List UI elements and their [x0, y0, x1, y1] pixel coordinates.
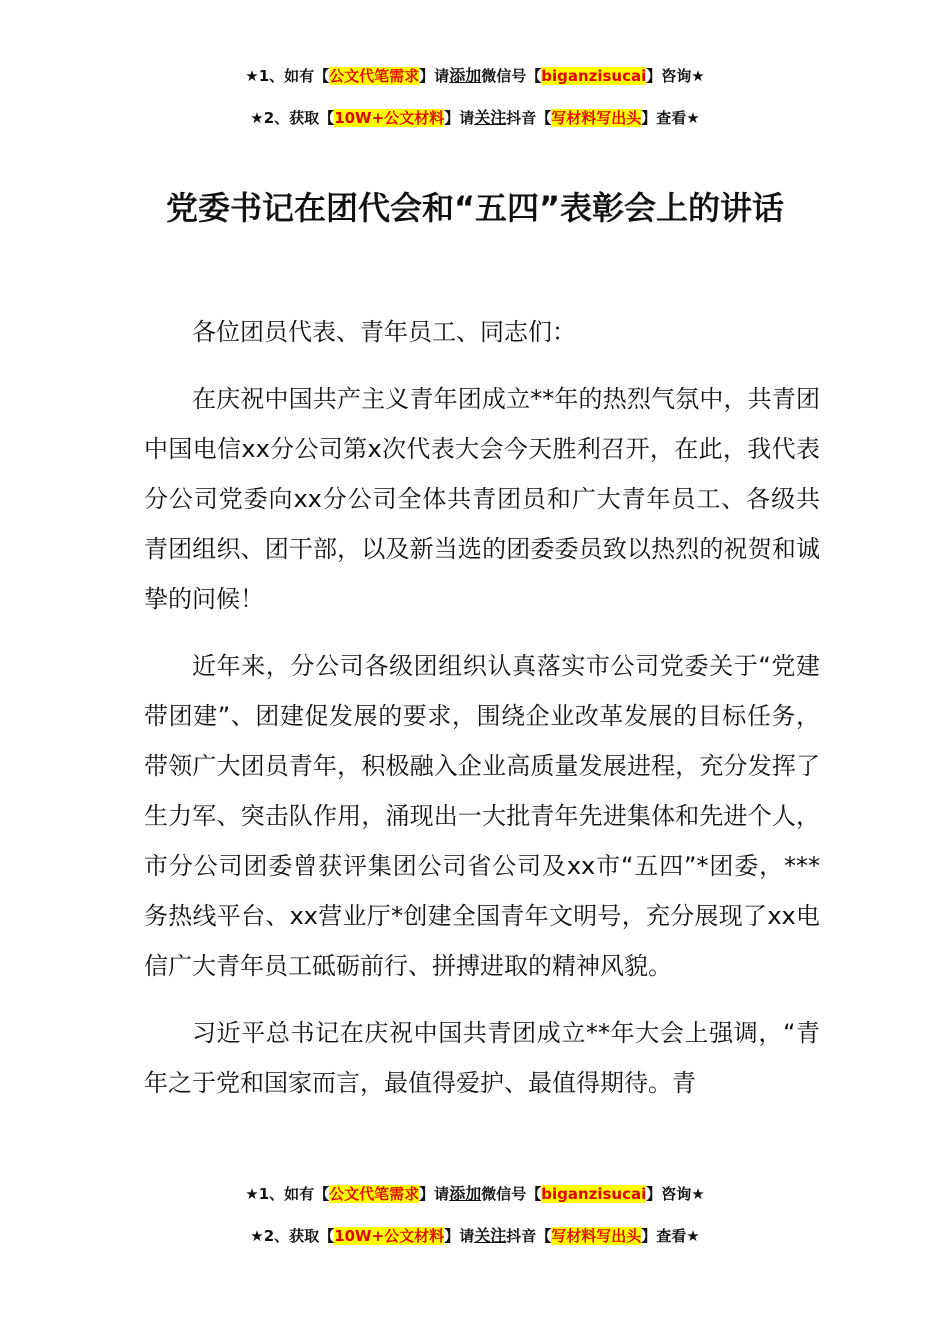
document-body — [144, 307, 820, 1125]
ad-text: 抖音【 — [506, 1227, 552, 1245]
ad-text: 】请 — [444, 109, 475, 127]
body-paragraph: 在庆祝中国共产主义青年团成立**年的热烈气氛中，共青团中国电信xx分公司第x次代表大会今天胜利召开，在此，我代表分公司党委向xx分公司全体共青团员和广大青年员工、各级共青团组织、团干部，以及新当选的团委委员致以热烈的祝贺和诚挚的问候！ — [144, 385, 820, 613]
ad-text: 】查看★ — [641, 109, 700, 127]
ad-text: 】咨询★ — [646, 1185, 705, 1203]
ad-text: 微信号【 — [481, 1185, 542, 1203]
salutation-paragraph: 各位团员代表、青年员工、同志们： — [192, 318, 576, 346]
body-paragraph: 习近平总书记在庆祝中国共青团成立**年大会上强调，“青年之于党和国家而言，最值得爱护、最值得期待。青 — [144, 1019, 820, 1097]
document-title: 党委书记在团代会和“五四”表彰会上的讲话 — [165, 189, 785, 227]
ad-highlight: 10W+公文材料 — [334, 109, 445, 127]
ad-highlight: 公文代笔需求 — [329, 1185, 420, 1203]
ad-text: 】请 — [444, 1227, 475, 1245]
footer-ad-line-1 — [0, 1184, 950, 1204]
ad-highlight-douyin-id: 写材料写出头 — [551, 1227, 642, 1245]
ad-text: ★2、获取【 — [250, 1227, 335, 1245]
header-ad-line-1 — [0, 66, 950, 86]
ad-highlight-wechat-id: biganzisucai — [541, 1185, 647, 1203]
ad-text: ★1、如有【 — [245, 67, 330, 85]
ad-highlight: 公文代笔需求 — [329, 67, 420, 85]
body-paragraph: 近年来，分公司各级团组织认真落实市公司党委关于“党建带团建”、团建促发展的要求，围绕企业改革发展的目标任务，带领广大团员青年，积极融入企业高质量发展进程，充分发挥了生力军、突击队作用，涌现出一大批青年先进集体和先进个人，市分公司团委曾获评集团公司省公司及xx市“五四”*团委，***务热线平台、xx营业厅*创建全国青年文明号，充分展现了xx电信广大青年员工砥砺前行、拼搏进取的精神风貌。 — [144, 652, 820, 980]
ad-text: 】请 — [419, 1185, 450, 1203]
ad-emphasis: 添加 — [449, 66, 482, 85]
ad-text: 】请 — [419, 67, 450, 85]
ad-emphasis: 关注 — [474, 1226, 507, 1245]
header-ad-line-2 — [0, 108, 950, 128]
ad-emphasis: 关注 — [474, 108, 507, 127]
footer-ad-line-2 — [0, 1226, 950, 1246]
ad-text: 抖音【 — [506, 109, 552, 127]
ad-highlight-wechat-id: biganzisucai — [541, 67, 647, 85]
ad-highlight: 10W+公文材料 — [334, 1227, 445, 1245]
ad-text: 】咨询★ — [646, 67, 705, 85]
ad-text: ★1、如有【 — [245, 1185, 330, 1203]
ad-text: ★2、获取【 — [250, 109, 335, 127]
header-ad — [0, 66, 950, 128]
ad-text: 】查看★ — [641, 1227, 700, 1245]
ad-emphasis: 添加 — [449, 1184, 482, 1203]
footer-ad — [0, 1184, 950, 1246]
ad-highlight-douyin-id: 写材料写出头 — [551, 109, 642, 127]
ad-text: 微信号【 — [481, 67, 542, 85]
